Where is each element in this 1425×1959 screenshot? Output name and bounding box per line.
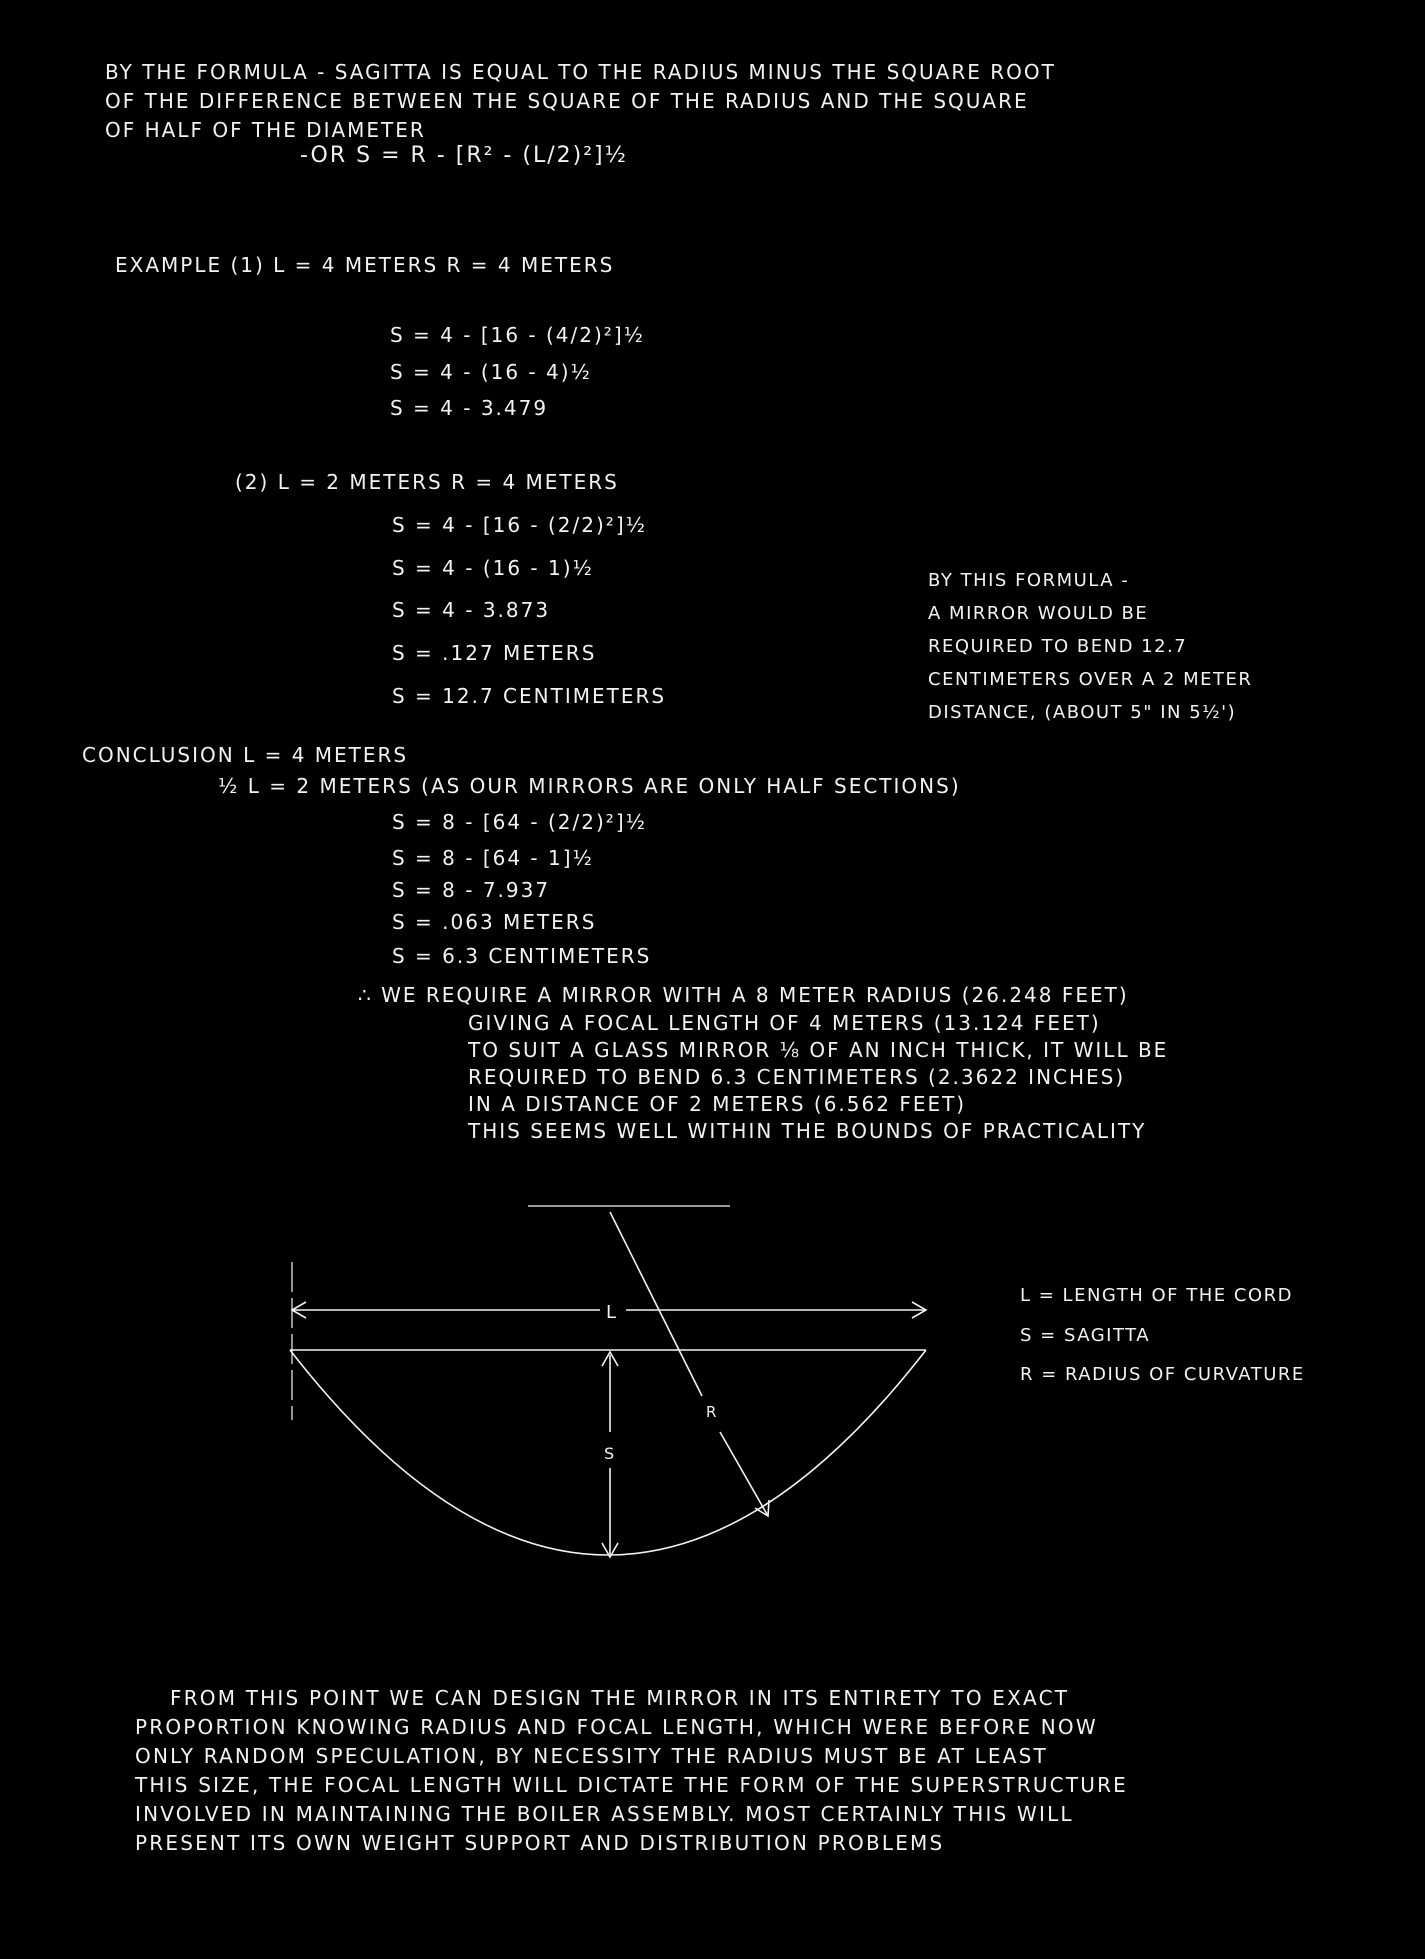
conclusion-step-2: S = 8 - [64 - 1]½	[392, 846, 594, 870]
example-1-header: EXAMPLE (1) L = 4 METERS R = 4 METERS	[115, 253, 615, 277]
intro-line-2: OF THE DIFFERENCE BETWEEN THE SQUARE OF THE RADIUS AND THE SQUARE	[105, 89, 1029, 113]
example-2-step-5: S = 12.7 CENTIMETERS	[392, 684, 667, 708]
side-note-line-1: BY THIS FORMULA -	[928, 570, 1130, 591]
requirement-line-1: ∴ WE REQUIRE A MIRROR WITH A 8 METER RADIUS (26.248 FEET)	[358, 983, 1129, 1007]
radius-line-upper	[610, 1212, 702, 1396]
conclusion-step-3: S = 8 - 7.937	[392, 878, 551, 902]
conclusion-line-1: CONCLUSION L = 4 METERS	[82, 743, 409, 767]
requirement-line-3: TO SUIT A GLASS MIRROR ⅛ OF AN INCH THICK, IT WILL BE	[468, 1038, 1169, 1062]
closing-line-1: FROM THIS POINT WE CAN DESIGN THE MIRROR IN ITS ENTIRETY TO EXACT	[170, 1686, 1070, 1710]
example-2-header: (2) L = 2 METERS R = 4 METERS	[235, 470, 619, 494]
example-2-step-3: S = 4 - 3.873	[392, 598, 551, 622]
closing-line-4: THIS SIZE, THE FOCAL LENGTH WILL DICTATE THE FORM OF THE SUPERSTRUCTURE	[135, 1773, 1129, 1797]
example-2-step-4: S = .127 METERS	[392, 641, 597, 665]
example-1-step-2: S = 4 - (16 - 4)½	[390, 360, 592, 384]
intro-line-1: BY THE FORMULA - SAGITTA IS EQUAL TO THE RADIUS MINUS THE SQUARE ROOT	[105, 60, 1056, 84]
requirement-line-4: REQUIRED TO BEND 6.3 CENTIMETERS (2.3622 INCHES)	[468, 1065, 1126, 1089]
side-note-line-2: A MIRROR WOULD BE	[928, 603, 1149, 624]
legend-line-1: L = LENGTH OF THE CORD	[1020, 1285, 1293, 1306]
conclusion-line-2: ½ L = 2 METERS (AS OUR MIRRORS ARE ONLY HALF SECTIONS)	[218, 774, 961, 798]
legend-line-3: R = RADIUS OF CURVATURE	[1020, 1364, 1305, 1385]
requirement-line-2: GIVING A FOCAL LENGTH OF 4 METERS (13.124 FEET)	[468, 1011, 1101, 1035]
side-note-line-3: REQUIRED TO BEND 12.7	[928, 636, 1188, 657]
closing-line-2: PROPORTION KNOWING RADIUS AND FOCAL LENGTH, WHICH WERE BEFORE NOW	[135, 1715, 1098, 1739]
side-note-line-5: DISTANCE, (ABOUT 5" IN 5½')	[928, 702, 1237, 723]
example-1-step-1: S = 4 - [16 - (4/2)²]½	[390, 323, 646, 347]
radius-line-lower	[720, 1432, 768, 1516]
label-s: S	[604, 1444, 617, 1463]
example-2-step-2: S = 4 - (16 - 1)½	[392, 556, 594, 580]
closing-line-5: INVOLVED IN MAINTAINING THE BOILER ASSEMBLY. MOST CERTAINLY THIS WILL	[135, 1802, 1074, 1826]
conclusion-step-5: S = 6.3 CENTIMETERS	[392, 944, 652, 968]
example-2-step-1: S = 4 - [16 - (2/2)²]½	[392, 513, 648, 537]
requirement-line-5: IN A DISTANCE OF 2 METERS (6.562 FEET)	[468, 1092, 967, 1116]
label-r: R	[706, 1403, 719, 1421]
conclusion-step-4: S = .063 METERS	[392, 910, 597, 934]
sagitta-formula: -OR S = R - [R² - (L/2)²]½	[300, 143, 628, 168]
requirement-line-6: THIS SEEMS WELL WITHIN THE BOUNDS OF PRACTICALITY	[468, 1119, 1147, 1143]
conclusion-step-1: S = 8 - [64 - (2/2)²]½	[392, 810, 648, 834]
closing-line-6: PRESENT ITS OWN WEIGHT SUPPORT AND DISTRIBUTION PROBLEMS	[135, 1831, 945, 1855]
label-l: L	[606, 1302, 619, 1323]
example-1-step-3: S = 4 - 3.479	[390, 396, 549, 420]
legend-line-2: S = SAGITTA	[1020, 1325, 1151, 1346]
side-note-line-4: CENTIMETERS OVER A 2 METER	[928, 669, 1253, 690]
intro-line-3: OF HALF OF THE DIAMETER	[105, 118, 426, 142]
closing-line-3: ONLY RANDOM SPECULATION, BY NECESSITY THE RADIUS MUST BE AT LEAST	[135, 1744, 1048, 1768]
